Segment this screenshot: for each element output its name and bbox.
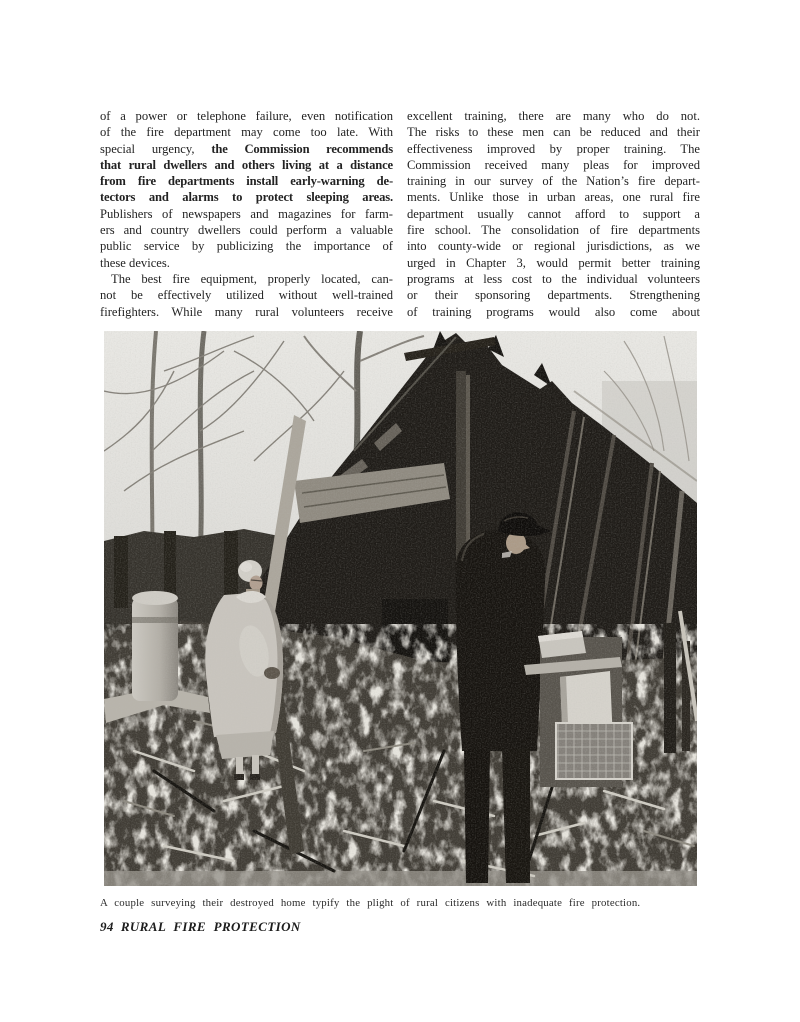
text-line: Commission received many pleas for improved xyxy=(407,157,700,172)
text-line: ers and country dwellers could perform a valuable xyxy=(100,223,393,238)
text-line: these devices. xyxy=(100,255,170,270)
text-line: not be effectively utilized without well-trained xyxy=(100,288,393,303)
film-grain xyxy=(104,331,697,886)
photo-destroyed-home xyxy=(104,331,697,886)
text-line: ments. Unlike those in urban areas, one rural fire xyxy=(407,190,700,205)
text-line: or their sponsoring departments. Strengthening xyxy=(407,288,700,303)
text-line: fire school. The consolidation of fire departments xyxy=(407,223,700,238)
text-line: firefighters. While many rural volunteers receive xyxy=(100,304,393,319)
text-line: special urgency, the Commission recommends xyxy=(100,141,393,156)
text-line: Publishers of newspapers and magazines for farm- xyxy=(100,206,393,221)
text-line: tectors and alarms to protect sleeping areas. xyxy=(100,190,393,205)
text-line: department usually cannot afford to support a xyxy=(407,206,700,221)
text-line: programs at less cost to the individual volunteers xyxy=(407,271,700,286)
text-line: excellent training, there are many who do not. xyxy=(407,109,700,123)
text-line: The best fire equipment, properly located, can- xyxy=(111,271,393,286)
text-line: from fire departments install early-warning de- xyxy=(100,174,393,189)
text-line: effectiveness improved by proper training. The xyxy=(407,141,700,156)
text-line: into county-wide or regional jurisdictions, as we xyxy=(407,239,700,254)
text-column-right xyxy=(407,108,700,320)
text-line: The risks to these men can be reduced and their xyxy=(407,125,700,140)
running-title: RURAL FIRE PROTECTION xyxy=(120,919,301,934)
text-line: of a power or telephone failure, even notification xyxy=(100,109,393,123)
text-column-left xyxy=(100,108,393,320)
page-number: 94 xyxy=(100,919,114,934)
text-line: that rural dwellers and others living at a distance xyxy=(100,157,393,172)
text-line: of the fire department may come too late. With xyxy=(100,125,393,140)
text-line: public service by publicizing the importance of xyxy=(100,239,393,254)
text-line: of training programs would also come about xyxy=(407,304,700,319)
text-line: urged in Chapter 3, would permit better training xyxy=(407,255,700,270)
photo-illustration xyxy=(104,331,697,886)
body-text xyxy=(100,108,700,320)
text-line: training in our survey of the Nation’s fire depart- xyxy=(407,174,700,189)
photo-caption: A couple surveying their destroyed home typify the plight of rural citizens with inadequate fire protection. xyxy=(100,897,641,909)
page-footer xyxy=(100,919,301,935)
